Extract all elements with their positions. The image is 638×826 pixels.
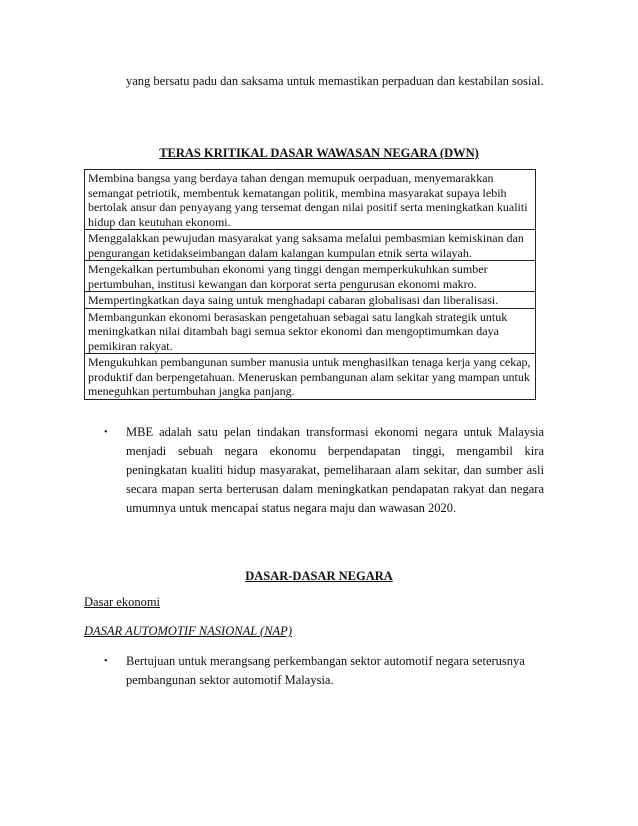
- list-item: [104, 423, 544, 518]
- teras-row: Mengukuhkan pembangunan sumber manusia untuk menghasilkan tenaga kerja yang cekap, produktif dan berpengetahuan. Meneruskan pembangunan alam sekitar yang mampan untuk meneguhkan pertumbuhan jangka panjang.: [88, 355, 531, 398]
- bullet-icon: •: [104, 656, 108, 667]
- list-item: [104, 652, 544, 690]
- nap-text: Bertujuan untuk merangsang perkembangan sektor automotif negara seterusnya pembangunan sektor automotif Malaysia.: [126, 654, 525, 687]
- intro-paragraph: yang bersatu padu dan saksama untuk memastikan perpaduan dan kestabilan sosial.: [126, 74, 544, 88]
- nap-heading: DASAR AUTOMOTIF NASIONAL (NAP): [84, 624, 292, 638]
- teras-row: Membina bangsa yang berdaya tahan dengan memupuk oerpaduan, menyemarakkan semangat petriotik, membentuk kematangan politik, membina masyarakat supaya lebih bertolak ansur dan penyayang yang tersemat dengan nilai positif serta meningkatkan kualiti hidup dan keutuhan ekonomi.: [85, 170, 535, 230]
- teras-kritikal-heading: TERAS KRITIKAL DASAR WAWASAN NEGARA (DWN): [159, 146, 479, 160]
- teras-row: Mempertingkatkan daya saing untuk menghadapi cabaran globalisasi dan liberalisasi.: [85, 292, 535, 309]
- mbe-bullet-list: [104, 423, 544, 518]
- teras-kritikal-table: [84, 169, 536, 400]
- teras-row: Membangunkan ekonomi berasaskan pengetahuan sebagai satu langkah strategik untuk meningkatkan nilai ditambah bagi semua sektor ekonomi dan mengoptimumkan daya pemikiran rakyat.: [85, 309, 535, 355]
- teras-row: Mengekalkan pertumbuhan ekonomi yang tinggi dengan memperkukuhkan sumber pertumbuhan, institusi kewangan dan korporat serta pengurusan ekonomi makro.: [85, 261, 535, 292]
- mbe-text: MBE adalah satu pelan tindakan transformasi ekonomi negara untuk Malaysia menjadi sebuah negara ekonomu berpendapatan tinggi, mengambil kira peningkatan kualiti hidup masyarakat, pemeliharaan alam sekitar, dan sumber asli secara mapan serta berterusan dalam meningkatkan pendapatan rakyat dan negara umumnya untuk mencapai status negara maju dan wawasan 2020.: [126, 425, 544, 515]
- bullet-icon: •: [104, 427, 108, 438]
- dasar-dasar-negara-heading: DASAR-DASAR NEGARA: [245, 569, 393, 583]
- nap-bullet-list: [104, 652, 544, 690]
- dasar-ekonomi-subheading: Dasar ekonomi: [84, 595, 161, 609]
- teras-row: Menggalakkan pewujudan masyarakat yang saksama melalui pembasmian kemiskinan dan pengurangan ketidakseimbangan dalam kalangan kumpulan etnik serta wilayah.: [85, 230, 535, 261]
